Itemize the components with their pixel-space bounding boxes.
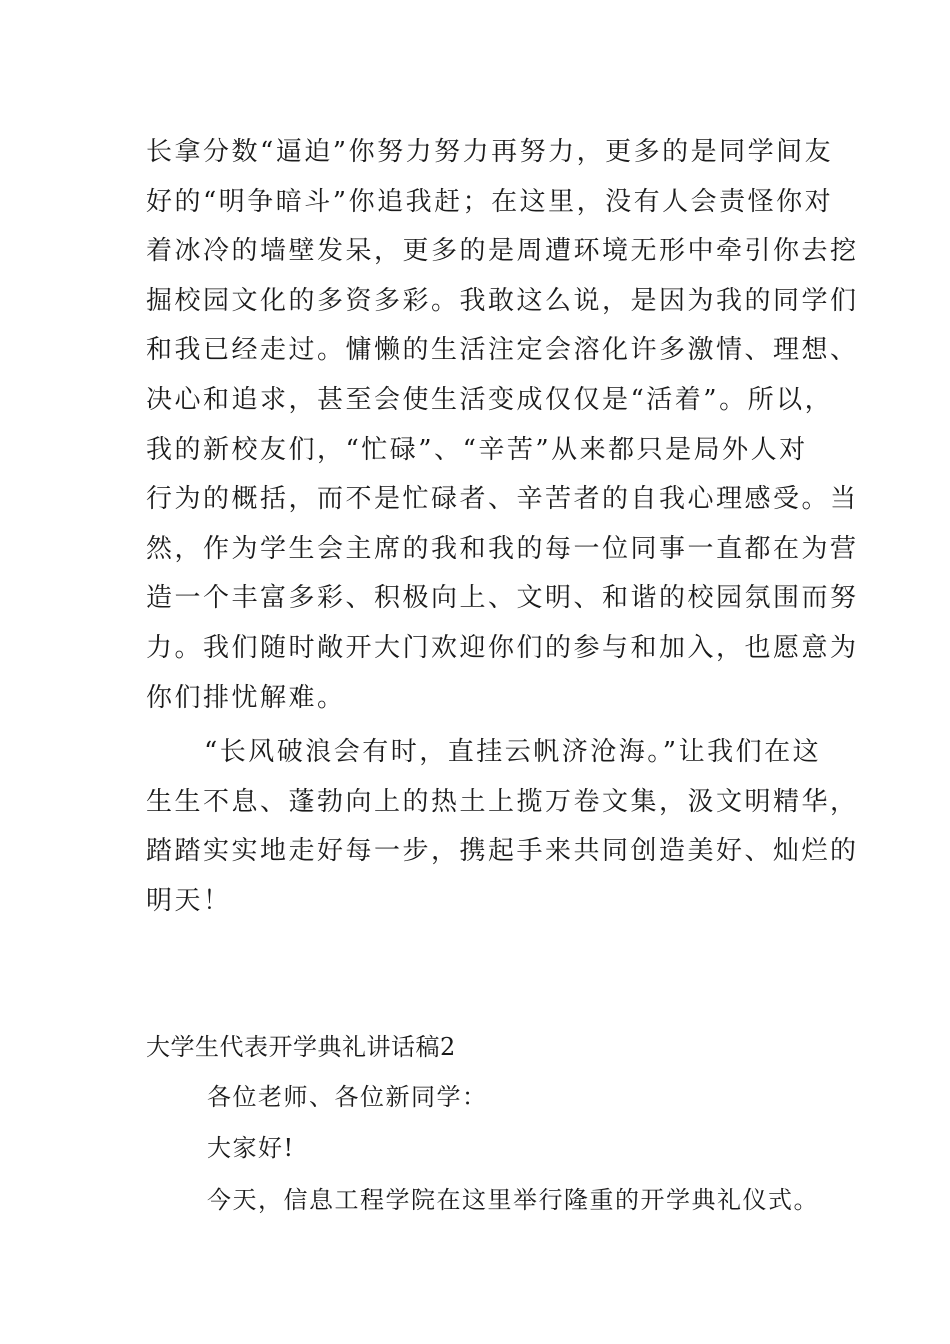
greeting-line: 大家好!: [207, 1134, 295, 1162]
text-line: 力。我们随时敞开大门欢迎你们的参与和加入，也愿意为: [146, 632, 859, 663]
paragraph-speech-continued: [146, 128, 859, 723]
text-line: 行为的概括，而不是忙碌者、辛苦者的自我心理感受。当: [146, 484, 859, 515]
text-line: 着冰冷的墙壁发呆，更多的是周遭环境无形中牵引你去挖: [146, 236, 859, 267]
opening-line: 今天，信息工程学院在这里举行隆重的开学典礼仪式。: [207, 1186, 819, 1214]
text-line: 踏踏实实地走好每一步，携起手来共同创造美好、灿烂的: [146, 836, 859, 867]
text-line: 掘校园文化的多资多彩。我敢这么说，是因为我的同学们: [146, 285, 859, 316]
text-line: 你们排忧解难。: [146, 682, 346, 713]
paragraph-closing-quote: [146, 728, 859, 926]
text-line: 好的“明争暗斗”你追我赶；在这里，没有人会责怪你对: [146, 186, 834, 217]
text-line: 决心和追求，甚至会使生活变成仅仅是“活着”。所以，: [146, 384, 834, 415]
text-line: 长拿分数“逼迫”你努力努力再努力，更多的是同学间友: [146, 137, 834, 167]
salutation: 各位老师、各位新同学：: [207, 1083, 488, 1111]
text-line: 和我已经走过。慵懒的生活注定会溶化许多激情、理想、: [146, 335, 859, 366]
text-line: “长风破浪会有时，直挂云帆济沧海。”让我们在这: [204, 737, 822, 767]
text-line: 造一个丰富多彩、积极向上、文明、和谐的校园氛围而努: [146, 583, 859, 614]
text-line: 然，作为学生会主席的我和我的每一位同事一直都在为营: [146, 533, 859, 564]
text-line: 明天！: [146, 885, 232, 916]
text-line: 我的新校友们，“忙碌”、“辛苦”从来都只是局外人对: [146, 434, 808, 465]
section-title: 大学生代表开学典礼讲话稿2: [146, 1033, 456, 1061]
text-line: 生生不息、蓬勃向上的热土上揽万卷文集，汲文明精华，: [146, 786, 859, 817]
